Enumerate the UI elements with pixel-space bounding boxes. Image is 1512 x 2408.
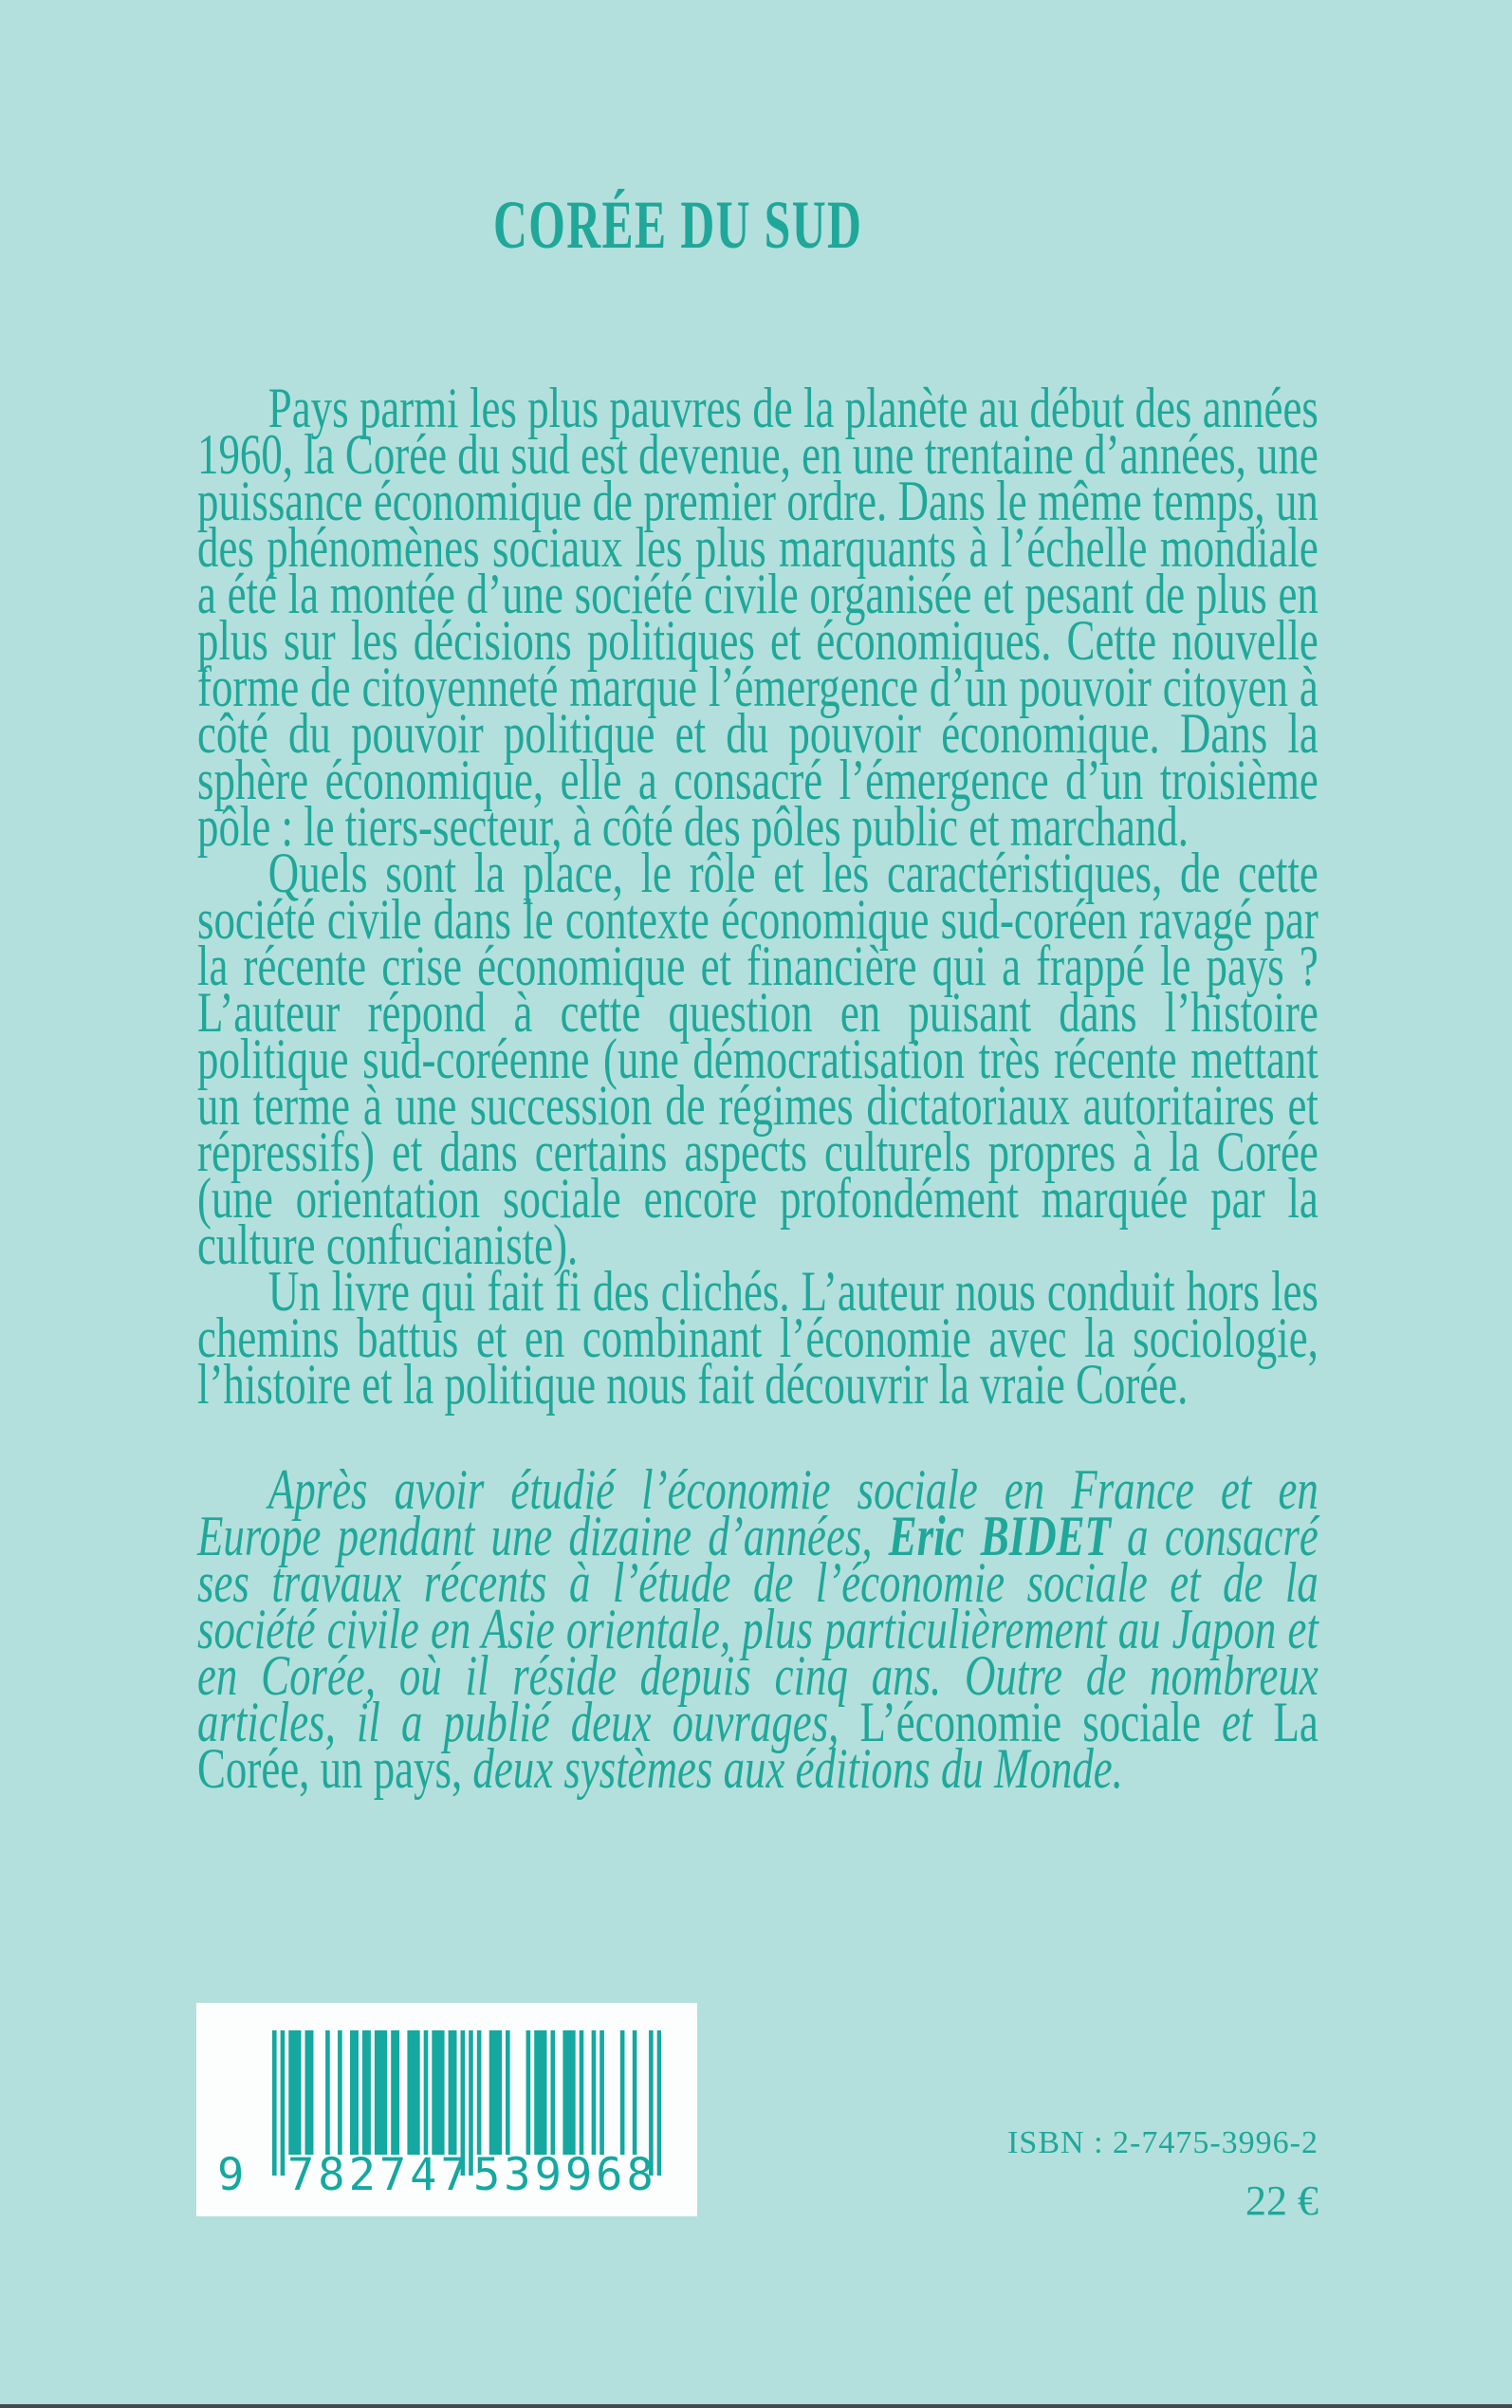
author-note bbox=[197, 1458, 1318, 1800]
author-note-segment: et bbox=[1200, 1691, 1274, 1753]
author-note-segment: Eric BIDET bbox=[888, 1505, 1111, 1567]
barcode-panel bbox=[196, 2003, 697, 2216]
author-note-segment: deux systèmes aux éditions du Monde. bbox=[462, 1737, 1123, 1800]
synopsis-paragraph-2: Quels sont la place, le rôle et les caractéristiques, de cette société civile dans le contexte économique sud-coréen ravagé par la récente crise économique et financière qui a frappé le pays ? L’auteur répond à cette question en puisant dans l’histoire politique sud-coréenne (une démocratisation très récente mettant un terme à une succession de régimes dictatoriaux autoritaires et répressifs) et dans certains aspects culturels propres à la Corée (une orientation sociale encore profondément marquée par la culture confucianiste). bbox=[197, 842, 1318, 1276]
author-note-segment: L’économie sociale bbox=[859, 1691, 1201, 1753]
author-note-segment: La Corée, un pays, bbox=[197, 1691, 1318, 1800]
barcode-digits-left: 782747 bbox=[287, 2149, 471, 2201]
synopsis-paragraph-3: Un livre qui fait fi des clichés. L’auteur nous conduit hors les chemins battus et en combinant l’économie avec la sociologie, l’histoire et la politique nous fait découvrir la vraie Corée. bbox=[197, 1260, 1318, 1416]
barcode-digit-lead: 9 bbox=[217, 2149, 249, 2201]
author-note-segment: a consacré ses travaux récents à l’étude de l’économie sociale et de la société civile en Asie orientale, plus particulièrement au Japon et en Corée, où il réside depuis cinq ans. Outre de nombreux articles, il a publié deux ouvrages, bbox=[197, 1505, 1318, 1753]
page-bottom-edge bbox=[0, 2404, 1512, 2408]
author-note-segment: Après avoir étudié l’économie sociale en France et en Europe pendant une dizaine d’années, bbox=[197, 1458, 1318, 1567]
isbn-label: ISBN : 2-7475-3996-2 bbox=[1007, 2125, 1318, 2160]
back-cover-text bbox=[197, 377, 1318, 1800]
synopsis-paragraph-1: Pays parmi les plus pauvres de la planète au début des années 1960, la Corée du sud est devenue, en une trentaine d’années, une puissance économique de premier ordre. Dans le même temps, un des phénomènes sociaux les plus marquants à l’échelle mondiale a été la montée d’une société civile organisée et pesant de plus en plus sur les décisions politiques et économiques. Cette nouvelle forme de citoyenneté marque l’émergence d’un pouvoir citoyen à côté du pouvoir politique et du pouvoir économique. Dans la sphère économique, elle a consacré l’émergence d’un troisième pôle : le tiers-secteur, à côté des pôles public et marchand. bbox=[197, 377, 1318, 858]
price-label: 22 € bbox=[1245, 2177, 1318, 2224]
barcode-digits-right: 539968 bbox=[473, 2149, 657, 2201]
book-title: CORÉE DU SUD bbox=[493, 187, 863, 263]
